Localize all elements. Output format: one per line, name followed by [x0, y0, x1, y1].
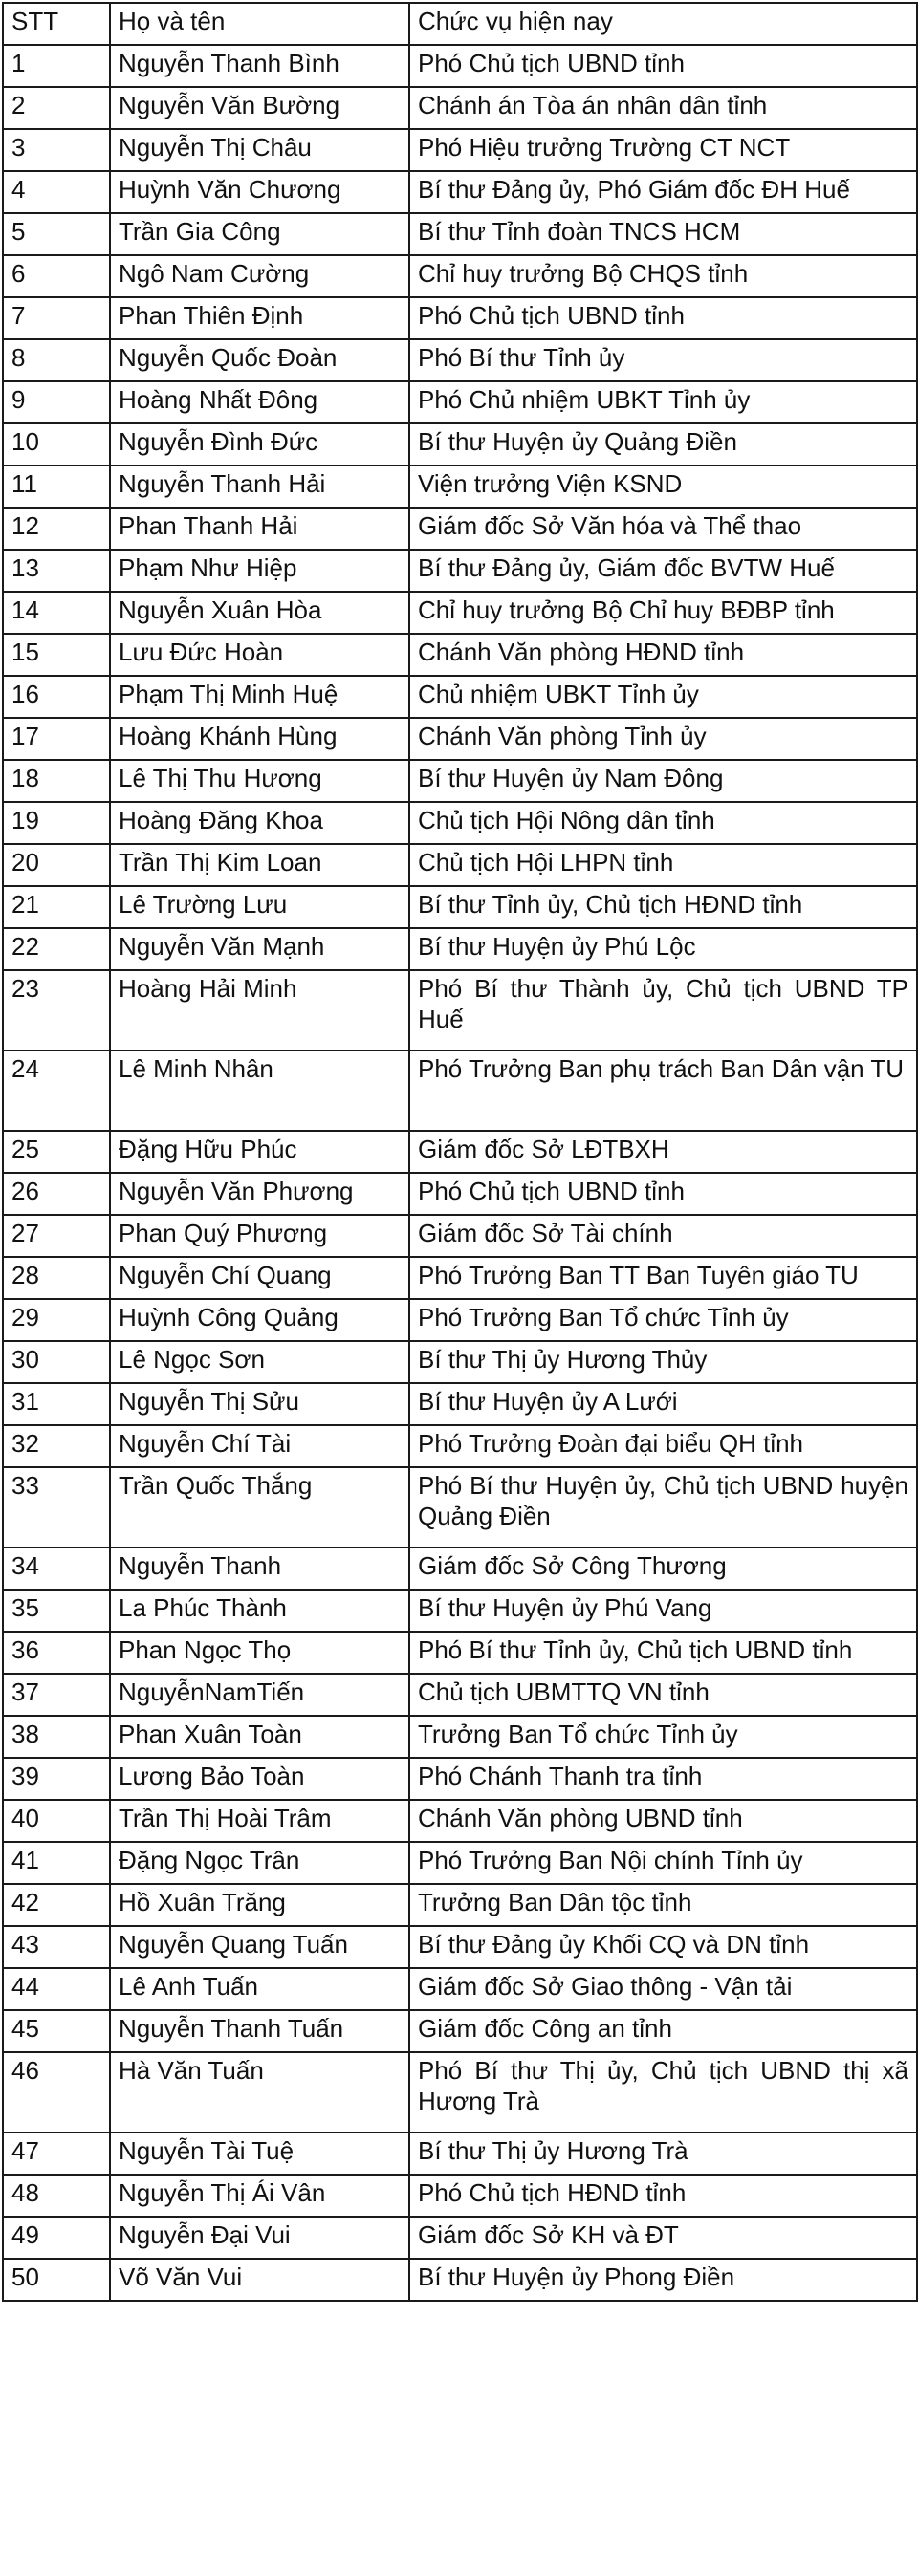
cell-stt: 3 — [3, 129, 110, 171]
cell-stt: 47 — [3, 2132, 110, 2175]
cell-position: Phó Trưởng Ban TT Ban Tuyên giáo TU — [409, 1257, 917, 1299]
table-row — [3, 1257, 917, 1299]
cell-stt: 22 — [3, 928, 110, 970]
table-row — [3, 255, 917, 297]
cell-full-name: Hoàng Nhất Đông — [110, 381, 409, 423]
cell-position: Chủ tịch Hội LHPN tỉnh — [409, 844, 917, 886]
cell-stt: 40 — [3, 1800, 110, 1842]
cell-position: Bí thư Tỉnh đoàn TNCS HCM — [409, 213, 917, 255]
cell-full-name: Phan Xuân Toàn — [110, 1716, 409, 1758]
table-row — [3, 676, 917, 718]
cell-position: Phó Bí thư Tỉnh ủy — [409, 339, 917, 381]
table-row — [3, 297, 917, 339]
cell-stt: 7 — [3, 297, 110, 339]
cell-full-name: Nguyễn Thị Châu — [110, 129, 409, 171]
cell-stt: 10 — [3, 423, 110, 465]
cell-stt: 38 — [3, 1716, 110, 1758]
cell-full-name: Lê Ngọc Sơn — [110, 1341, 409, 1383]
table-row — [3, 1299, 917, 1341]
cell-stt: 21 — [3, 886, 110, 928]
cell-stt: 44 — [3, 1968, 110, 2010]
cell-stt: 15 — [3, 634, 110, 676]
cell-stt: 23 — [3, 970, 110, 1050]
table-row — [3, 1968, 917, 2010]
cell-stt: 16 — [3, 676, 110, 718]
cell-position: Phó Trưởng Ban Tổ chức Tỉnh ủy — [409, 1299, 917, 1341]
cell-full-name: Lê Trường Lưu — [110, 886, 409, 928]
cell-stt: 35 — [3, 1590, 110, 1632]
officials-table-body — [3, 3, 917, 2301]
cell-full-name: Phạm Như Hiệp — [110, 550, 409, 592]
cell-stt: 33 — [3, 1467, 110, 1548]
cell-position: Giám đốc Sở Văn hóa và Thể thao — [409, 508, 917, 550]
table-row — [3, 2175, 917, 2217]
cell-position: Giám đốc Công an tỉnh — [409, 2010, 917, 2052]
cell-full-name: Hoàng Đăng Khoa — [110, 802, 409, 844]
cell-position: Chánh Văn phòng HĐND tỉnh — [409, 634, 917, 676]
cell-full-name: Hồ Xuân Trăng — [110, 1884, 409, 1926]
cell-stt: 31 — [3, 1383, 110, 1425]
cell-full-name: Nguyễn Thanh Hải — [110, 465, 409, 508]
cell-full-name: Nguyễn Thanh — [110, 1548, 409, 1590]
cell-stt: 1 — [3, 45, 110, 87]
cell-stt: 19 — [3, 802, 110, 844]
table-header-row — [3, 3, 917, 45]
cell-position: Giám đốc Sở Công Thương — [409, 1548, 917, 1590]
cell-full-name: Phan Quý Phương — [110, 1215, 409, 1257]
cell-position: Bí thư Đảng ủy, Phó Giám đốc ĐH Huế — [409, 171, 917, 213]
cell-full-name: Phan Ngọc Thọ — [110, 1632, 409, 1674]
cell-position: Giám đốc Sở Tài chính — [409, 1215, 917, 1257]
cell-position: Phó Trưởng Ban phụ trách Ban Dân vận TU — [409, 1050, 917, 1131]
cell-stt: 32 — [3, 1425, 110, 1467]
cell-position: Chỉ huy trưởng Bộ CHQS tỉnh — [409, 255, 917, 297]
cell-full-name: Nguyễn Đại Vui — [110, 2217, 409, 2259]
cell-stt: 24 — [3, 1050, 110, 1131]
cell-full-name: Nguyễn Quang Tuấn — [110, 1926, 409, 1968]
cell-position: Phó Trưởng Ban Nội chính Tỉnh ủy — [409, 1842, 917, 1884]
table-row — [3, 1467, 917, 1548]
cell-stt: 34 — [3, 1548, 110, 1590]
cell-stt: 2 — [3, 87, 110, 129]
table-row — [3, 1884, 917, 1926]
cell-position: Bí thư Huyện ủy Phong Điền — [409, 2259, 917, 2301]
cell-stt: 39 — [3, 1758, 110, 1800]
cell-full-name: NguyễnNamTiến — [110, 1674, 409, 1716]
cell-full-name: Lê Thị Thu Hương — [110, 760, 409, 802]
cell-stt: 36 — [3, 1632, 110, 1674]
cell-full-name: Nguyễn Chí Quang — [110, 1257, 409, 1299]
cell-full-name: Đặng Hữu Phúc — [110, 1131, 409, 1173]
table-row — [3, 1674, 917, 1716]
cell-position: Giám đốc Sở LĐTBXH — [409, 1131, 917, 1173]
table-row — [3, 213, 917, 255]
cell-stt: 8 — [3, 339, 110, 381]
table-row — [3, 1758, 917, 1800]
cell-full-name: Phan Thiên Định — [110, 297, 409, 339]
cell-full-name: Lương Bảo Toàn — [110, 1758, 409, 1800]
table-row — [3, 844, 917, 886]
cell-position: Phó Chủ tịch UBND tỉnh — [409, 1173, 917, 1215]
cell-stt: 18 — [3, 760, 110, 802]
cell-full-name: Lê Minh Nhân — [110, 1050, 409, 1131]
cell-position: Phó Chủ nhiệm UBKT Tỉnh ủy — [409, 381, 917, 423]
table-row — [3, 2010, 917, 2052]
cell-position: Phó Chánh Thanh tra tỉnh — [409, 1758, 917, 1800]
table-row — [3, 2052, 917, 2132]
table-row — [3, 760, 917, 802]
cell-position: Bí thư Đảng ủy Khối CQ và DN tỉnh — [409, 1926, 917, 1968]
cell-stt: 49 — [3, 2217, 110, 2259]
cell-full-name: Ngô Nam Cường — [110, 255, 409, 297]
cell-full-name: Trần Thị Kim Loan — [110, 844, 409, 886]
cell-stt: 14 — [3, 592, 110, 634]
cell-position: Phó Bí thư Tỉnh ủy, Chủ tịch UBND tỉnh — [409, 1632, 917, 1674]
cell-position: Bí thư Huyện ủy Quảng Điền — [409, 423, 917, 465]
cell-position: Bí thư Thị ủy Hương Trà — [409, 2132, 917, 2175]
cell-full-name: Hoàng Hải Minh — [110, 970, 409, 1050]
header-stt: STT — [3, 3, 110, 45]
table-row — [3, 1425, 917, 1467]
cell-stt: 17 — [3, 718, 110, 760]
cell-full-name: Trần Quốc Thắng — [110, 1467, 409, 1548]
table-row — [3, 1050, 917, 1131]
cell-stt: 25 — [3, 1131, 110, 1173]
cell-full-name: Nguyễn Thị Sửu — [110, 1383, 409, 1425]
cell-position: Giám đốc Sở Giao thông - Vận tải — [409, 1968, 917, 2010]
cell-full-name: Huỳnh Công Quảng — [110, 1299, 409, 1341]
cell-position: Phó Trưởng Đoàn đại biểu QH tỉnh — [409, 1425, 917, 1467]
table-row — [3, 1716, 917, 1758]
table-row — [3, 1131, 917, 1173]
table-row — [3, 2132, 917, 2175]
cell-full-name: Võ Văn Vui — [110, 2259, 409, 2301]
cell-full-name: Đặng Ngọc Trân — [110, 1842, 409, 1884]
table-row — [3, 87, 917, 129]
table-row — [3, 718, 917, 760]
table-row — [3, 129, 917, 171]
cell-full-name: Hoàng Khánh Hùng — [110, 718, 409, 760]
cell-stt: 30 — [3, 1341, 110, 1383]
cell-stt: 27 — [3, 1215, 110, 1257]
cell-position: Phó Bí thư Thành ủy, Chủ tịch UBND TP Huế — [409, 970, 917, 1050]
cell-stt: 4 — [3, 171, 110, 213]
table-row — [3, 1632, 917, 1674]
table-row — [3, 1341, 917, 1383]
cell-full-name: Phan Thanh Hải — [110, 508, 409, 550]
cell-full-name: Lưu Đức Hoàn — [110, 634, 409, 676]
table-row — [3, 802, 917, 844]
table-row — [3, 171, 917, 213]
header-full-name: Họ và tên — [110, 3, 409, 45]
cell-full-name: Nguyễn Văn Mạnh — [110, 928, 409, 970]
cell-position: Chánh Văn phòng Tỉnh ủy — [409, 718, 917, 760]
cell-stt: 9 — [3, 381, 110, 423]
table-row — [3, 381, 917, 423]
table-row — [3, 970, 917, 1050]
cell-position: Phó Bí thư Huyện ủy, Chủ tịch UBND huyện Quảng Điền — [409, 1467, 917, 1548]
table-row — [3, 339, 917, 381]
cell-full-name: La Phúc Thành — [110, 1590, 409, 1632]
table-row — [3, 465, 917, 508]
cell-position: Chánh án Tòa án nhân dân tỉnh — [409, 87, 917, 129]
cell-full-name: Hà Văn Tuấn — [110, 2052, 409, 2132]
cell-position: Bí thư Thị ủy Hương Thủy — [409, 1341, 917, 1383]
table-row — [3, 2259, 917, 2301]
officials-table — [2, 2, 918, 2302]
cell-position: Chánh Văn phòng UBND tỉnh — [409, 1800, 917, 1842]
cell-position: Bí thư Huyện ủy A Lưới — [409, 1383, 917, 1425]
table-row — [3, 1548, 917, 1590]
cell-position: Phó Chủ tịch HĐND tỉnh — [409, 2175, 917, 2217]
cell-position: Chủ tịch UBMTTQ VN tỉnh — [409, 1674, 917, 1716]
cell-position: Bí thư Huyện ủy Phú Lộc — [409, 928, 917, 970]
cell-position: Phó Chủ tịch UBND tỉnh — [409, 297, 917, 339]
table-row — [3, 1800, 917, 1842]
table-row — [3, 2217, 917, 2259]
cell-full-name: Nguyễn Thanh Tuấn — [110, 2010, 409, 2052]
cell-stt: 20 — [3, 844, 110, 886]
header-current-position: Chức vụ hiện nay — [409, 3, 917, 45]
cell-stt: 42 — [3, 1884, 110, 1926]
cell-position: Bí thư Huyện ủy Phú Vang — [409, 1590, 917, 1632]
cell-full-name: Lê Anh Tuấn — [110, 1968, 409, 2010]
cell-full-name: Nguyễn Đình Đức — [110, 423, 409, 465]
cell-stt: 11 — [3, 465, 110, 508]
cell-position: Bí thư Tỉnh ủy, Chủ tịch HĐND tỉnh — [409, 886, 917, 928]
table-row — [3, 1926, 917, 1968]
cell-full-name: Nguyễn Văn Phương — [110, 1173, 409, 1215]
cell-stt: 46 — [3, 2052, 110, 2132]
table-row — [3, 1173, 917, 1215]
cell-stt: 12 — [3, 508, 110, 550]
table-row — [3, 423, 917, 465]
cell-stt: 28 — [3, 1257, 110, 1299]
cell-full-name: Trần Gia Công — [110, 213, 409, 255]
cell-position: Phó Chủ tịch UBND tỉnh — [409, 45, 917, 87]
cell-position: Trưởng Ban Tổ chức Tỉnh ủy — [409, 1716, 917, 1758]
cell-full-name: Phạm Thị Minh Huệ — [110, 676, 409, 718]
cell-full-name: Nguyễn Xuân Hòa — [110, 592, 409, 634]
cell-full-name: Nguyễn Chí Tài — [110, 1425, 409, 1467]
table-row — [3, 508, 917, 550]
cell-full-name: Nguyễn Tài Tuệ — [110, 2132, 409, 2175]
cell-stt: 13 — [3, 550, 110, 592]
cell-stt: 43 — [3, 1926, 110, 1968]
cell-stt: 50 — [3, 2259, 110, 2301]
cell-position: Trưởng Ban Dân tộc tỉnh — [409, 1884, 917, 1926]
cell-position: Giám đốc Sở KH và ĐT — [409, 2217, 917, 2259]
table-row — [3, 550, 917, 592]
cell-position: Phó Bí thư Thị ủy, Chủ tịch UBND thị xã Hương Trà — [409, 2052, 917, 2132]
table-row — [3, 886, 917, 928]
table-row — [3, 1590, 917, 1632]
cell-position: Viện trưởng Viện KSND — [409, 465, 917, 508]
table-row — [3, 592, 917, 634]
cell-full-name: Nguyễn Thanh Bình — [110, 45, 409, 87]
cell-stt: 45 — [3, 2010, 110, 2052]
cell-position: Chủ tịch Hội Nông dân tỉnh — [409, 802, 917, 844]
cell-stt: 37 — [3, 1674, 110, 1716]
cell-stt: 6 — [3, 255, 110, 297]
cell-position: Chủ nhiệm UBKT Tỉnh ủy — [409, 676, 917, 718]
cell-full-name: Nguyễn Quốc Đoàn — [110, 339, 409, 381]
table-row — [3, 1842, 917, 1884]
table-row — [3, 1215, 917, 1257]
cell-position: Chỉ huy trưởng Bộ Chỉ huy BĐBP tỉnh — [409, 592, 917, 634]
table-row — [3, 634, 917, 676]
cell-position: Bí thư Đảng ủy, Giám đốc BVTW Huế — [409, 550, 917, 592]
cell-stt: 29 — [3, 1299, 110, 1341]
cell-full-name: Nguyễn Văn Bường — [110, 87, 409, 129]
cell-full-name: Nguyễn Thị Ái Vân — [110, 2175, 409, 2217]
cell-position: Bí thư Huyện ủy Nam Đông — [409, 760, 917, 802]
table-row — [3, 928, 917, 970]
cell-stt: 5 — [3, 213, 110, 255]
cell-stt: 41 — [3, 1842, 110, 1884]
cell-full-name: Trần Thị Hoài Trâm — [110, 1800, 409, 1842]
cell-position: Phó Hiệu trưởng Trường CT NCT — [409, 129, 917, 171]
table-row — [3, 1383, 917, 1425]
cell-full-name: Huỳnh Văn Chương — [110, 171, 409, 213]
cell-stt: 26 — [3, 1173, 110, 1215]
table-row — [3, 45, 917, 87]
cell-stt: 48 — [3, 2175, 110, 2217]
